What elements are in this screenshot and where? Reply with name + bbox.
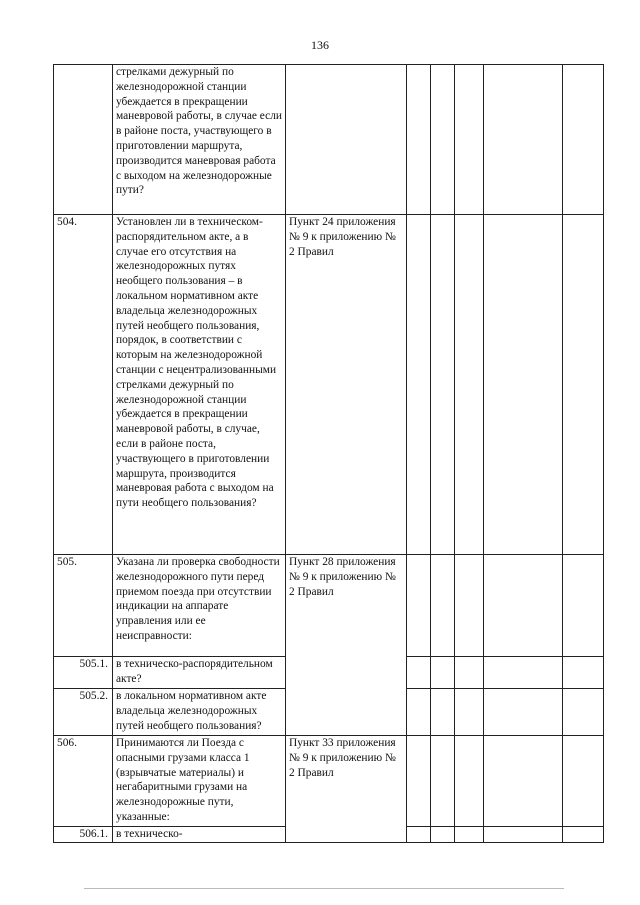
scan-edge-line bbox=[84, 888, 564, 889]
answer-cell-extra bbox=[563, 657, 604, 689]
answer-cell-extra bbox=[563, 827, 604, 843]
answer-cell-yes bbox=[407, 827, 431, 843]
answer-cell-note bbox=[484, 65, 563, 215]
answer-cell-na bbox=[455, 736, 484, 827]
answer-cell-na bbox=[455, 657, 484, 689]
answer-cell-note bbox=[484, 689, 563, 736]
table-row bbox=[54, 65, 604, 215]
answer-cell-yes bbox=[407, 657, 431, 689]
answer-cell-no bbox=[431, 657, 455, 689]
item-number: 505.1. bbox=[54, 657, 113, 689]
question-text: в техническо-распорядительном акте? bbox=[113, 657, 286, 689]
answer-cell-note bbox=[484, 215, 563, 555]
answer-cell-no bbox=[431, 689, 455, 736]
requirement-ref: Пункт 33 приложения № 9 к приложению № 2 Правил bbox=[286, 736, 407, 843]
answer-cell-no bbox=[431, 555, 455, 657]
answer-cell-no bbox=[431, 827, 455, 843]
table-row bbox=[54, 215, 604, 555]
answer-cell-note bbox=[484, 555, 563, 657]
answer-cell-note bbox=[484, 657, 563, 689]
answer-cell-yes bbox=[407, 736, 431, 827]
item-number bbox=[54, 65, 113, 215]
answer-cell-note bbox=[484, 827, 563, 843]
requirement-ref: Пункт 24 приложения № 9 к приложению № 2 Правил bbox=[286, 215, 407, 555]
answer-cell-yes bbox=[407, 215, 431, 555]
question-text: в локальном нормативном акте владельца железнодорожных путей необщего пользования? bbox=[113, 689, 286, 736]
checklist-table bbox=[53, 64, 604, 843]
question-text: стрелками дежурный по железнодорожной станции убеждается в прекращении маневровой работы, в случае если в районе поста, участвующего в приготовлении маршрута, производится маневровая работа с выходом на железнодорожные пути? bbox=[113, 65, 286, 215]
answer-cell-yes bbox=[407, 555, 431, 657]
question-text: Указана ли проверка свободности железнодорожного пути перед приемом поезда при отсутствии индикации на аппарате управления или ее неисправности: bbox=[113, 555, 286, 657]
question-text: в техническо- bbox=[113, 827, 286, 843]
answer-cell-yes bbox=[407, 689, 431, 736]
answer-cell-na bbox=[455, 555, 484, 657]
item-number: 504. bbox=[54, 215, 113, 555]
page-number: 136 bbox=[311, 38, 329, 52]
answer-cell-na bbox=[455, 65, 484, 215]
requirement-ref: Пункт 28 приложения № 9 к приложению № 2 Правил bbox=[286, 555, 407, 736]
question-text: Установлен ли в техническом-распорядительном акте, а в случае его отсутствия на железнодорожных путях необщего пользования – в локальном нормативном акте владельца железнодорожных путей необщего пользования, порядок, в соответствии с которым на железнодорожной станции с нецентрализованными стрелками дежурный по железнодорожной станции убеждается в прекращении маневровой работы, в случае, если в районе поста, участвующего в приготовлении маршрута, производится маневровая работа с выходом на пути необщего пользования? bbox=[113, 215, 286, 555]
table-row bbox=[54, 736, 604, 827]
answer-cell-extra bbox=[563, 689, 604, 736]
answer-cell-na bbox=[455, 215, 484, 555]
answer-cell-no bbox=[431, 736, 455, 827]
item-number: 505. bbox=[54, 555, 113, 657]
answer-cell-yes bbox=[407, 65, 431, 215]
answer-cell-extra bbox=[563, 215, 604, 555]
answer-cell-no bbox=[431, 65, 455, 215]
answer-cell-na bbox=[455, 827, 484, 843]
requirement-ref bbox=[286, 65, 407, 215]
answer-cell-extra bbox=[563, 65, 604, 215]
table-row bbox=[54, 555, 604, 657]
item-number: 506.1. bbox=[54, 827, 113, 843]
answer-cell-extra bbox=[563, 555, 604, 657]
item-number: 506. bbox=[54, 736, 113, 827]
answer-cell-extra bbox=[563, 736, 604, 827]
answer-cell-na bbox=[455, 689, 484, 736]
answer-cell-no bbox=[431, 215, 455, 555]
item-number: 505.2. bbox=[54, 689, 113, 736]
answer-cell-note bbox=[484, 736, 563, 827]
question-text: Принимаются ли Поезда с опасными грузами класса 1 (взрывчатые материалы) и негабаритными грузами на железнодорожные пути, указанные: bbox=[113, 736, 286, 827]
